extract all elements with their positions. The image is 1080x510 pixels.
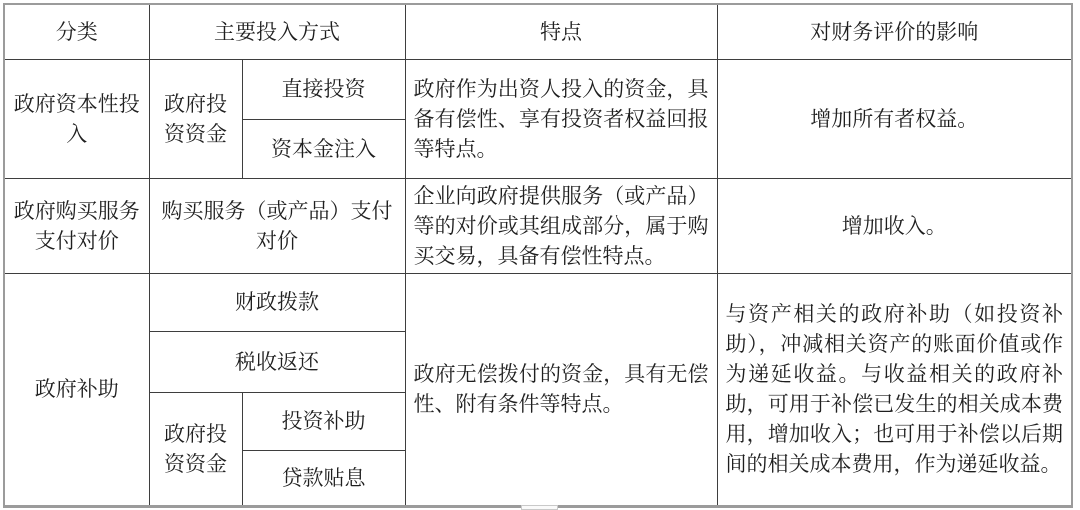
table-row — [4, 273, 1072, 331]
cell-subsidy-feature: 政府无偿拨付的资金，具有无偿性、附有条件等特点。 — [405, 273, 717, 506]
cell-purchase-method: 购买服务（或产品）支付对价 — [149, 178, 405, 273]
cell-capital-feature: 政府作为出资人投入的资金，具备有偿性、享有投资者权益回报等特点。 — [405, 59, 717, 178]
cell-subsidy-method-investment-grant: 投资补助 — [242, 392, 405, 450]
header-feature: 特点 — [405, 4, 717, 59]
government-input-classification-table — [3, 3, 1073, 508]
table-row — [4, 178, 1072, 273]
cell-purchase-feature: 企业向政府提供服务（或产品）等的对价或其组成部分，属于购买交易，具备有偿性特点。 — [405, 178, 717, 273]
bottom-edge-artifact — [521, 505, 558, 510]
cell-purchase-impact: 增加收入。 — [717, 178, 1072, 273]
cell-subsidy-method-appropriation: 财政拨款 — [149, 273, 405, 331]
cell-capital-category: 政府资本性投入 — [4, 59, 149, 178]
table-row — [4, 59, 1072, 119]
header-row — [4, 4, 1072, 59]
cell-subsidy-impact: 与资产相关的政府补助（如投资补助），冲减相关资产的账面价值或作为递延收益。与收益相关的政府补助，可用于补偿已发生的相关成本费用，增加收入；也可用于补偿以后期间的相关成本费用，作为递延收益。 — [717, 273, 1072, 506]
cell-capital-method-injection: 资本金注入 — [242, 119, 405, 178]
table-container — [3, 3, 1073, 508]
cell-subsidy-fund-group: 政府投资资金 — [149, 392, 242, 506]
cell-capital-impact: 增加所有者权益。 — [717, 59, 1072, 178]
cell-purchase-category: 政府购买服务支付对价 — [4, 178, 149, 273]
header-impact: 对财务评价的影响 — [717, 4, 1072, 59]
cell-capital-fund-group: 政府投资资金 — [149, 59, 242, 178]
header-method: 主要投入方式 — [149, 4, 405, 59]
cell-subsidy-method-tax-refund: 税收返还 — [149, 331, 405, 392]
cell-subsidy-method-loan-discount: 贷款贴息 — [242, 450, 405, 506]
header-category: 分类 — [4, 4, 149, 59]
cell-capital-method-direct: 直接投资 — [242, 59, 405, 119]
cell-subsidy-category: 政府补助 — [4, 273, 149, 506]
